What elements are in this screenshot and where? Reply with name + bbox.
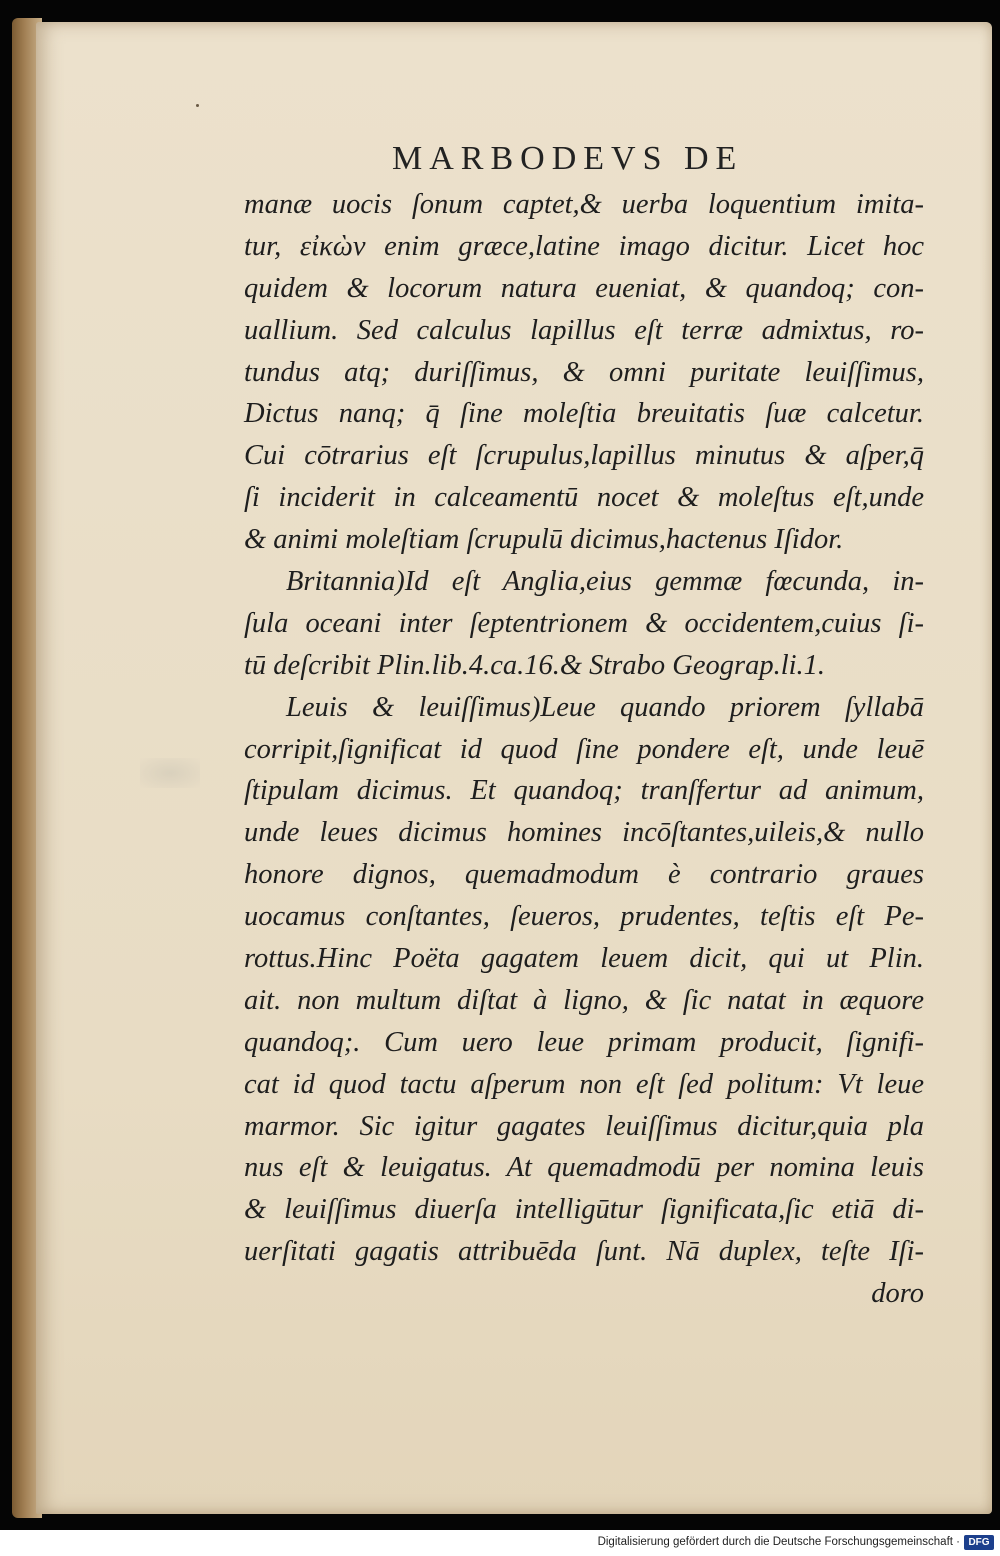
text-line: ſtipulam dicimus. Et quandoq; tranſfertur ad animum, <box>244 775 924 807</box>
text-line: tundus atq; duriſſimus, & omni puritate leuiſſimus, <box>244 356 924 388</box>
catchword: doro <box>871 1278 924 1310</box>
funding-credit: Digitalisierung gefördert durch die Deutsche Forschungsgemeinschaft · <box>597 1536 960 1548</box>
text-line: marmor. Sic igitur gagates leuiſſimus dicitur,quia pla <box>244 1110 924 1142</box>
text-line: honore dignos, quemadmodum è contrario graues <box>244 859 924 891</box>
text-line: Britannia)Id eſt Anglia,eius gemmæ fœcunda, in- <box>286 566 924 598</box>
text-line: corripit,ſignificat id quod ſine pondere eſt, unde leuē <box>244 733 924 765</box>
text-line: nus eſt & leuigatus. At quemadmodū per nomina leuis <box>244 1152 924 1184</box>
text-line: ſula oceani inter ſeptentrionem & occidentem,cuius ſi- <box>244 607 924 639</box>
dfg-logo: DFG <box>964 1535 994 1550</box>
text-line: Cui cōtrarius eſt ſcrupulus,lapillus minutus & aſper,q̄ <box>244 440 924 472</box>
ink-speck <box>196 104 199 107</box>
text-line: Leuis & leuiſſimus)Leue quando priorem ſyllabā <box>286 691 924 723</box>
text-line: unde leues dicimus homines incōſtantes,uileis,& nullo <box>244 817 924 849</box>
text-line: manæ uocis ſonum captet,& uerba loquentium imita- <box>244 189 924 220</box>
text-line: tū deſcribit Plin.lib.4.ca.16.& Strabo Geograp.li.1. <box>244 649 826 681</box>
text-line: & animi moleſtiam ſcrupulū dicimus,hactenus Iſidor. <box>244 524 844 556</box>
text-line: quandoq;. Cum uero leue primam producit, ſignifi- <box>244 1026 924 1058</box>
text-line: cat id quod tactu aſperum non eſt ſed politum: Vt leue <box>244 1068 924 1100</box>
text-line: rottus.Hinc Poëta gagatem leuem dicit, qui ut Plin. <box>244 943 924 975</box>
text-line: ait. non multum diſtat à ligno, & ſic natat in æquore <box>244 984 924 1016</box>
text-line: uerſitati gagatis attribuēda ſunt. Nā duplex, teſte Iſi- <box>244 1236 924 1268</box>
body-text <box>244 184 924 1315</box>
text-line: Dictus nanq; q̄ ſine moleſtia breuitatis ſuæ calcetur. <box>244 398 924 430</box>
text-line: uallium. Sed calculus lapillus eſt terræ admixtus, ro- <box>244 314 924 346</box>
text-line: uocamus conſtantes, ſeueros, prudentes, teſtis eſt Pe- <box>244 901 924 933</box>
running-head: MARBODEVS DE <box>392 140 744 177</box>
text-line: quidem & locorum natura eueniat, & quandoq; con- <box>244 272 924 304</box>
bleed-through-mark <box>140 758 200 788</box>
text-line: & leuiſſimus diuerſa intelligūtur ſignificata,ſic etiā di- <box>244 1194 924 1226</box>
text-line: tur, εἰκὼν enim græce,latine imago dicitur. Licet hoc <box>244 230 924 262</box>
text-line: ſi inciderit in calceamentū nocet & moleſtus eſt,unde <box>244 482 924 514</box>
